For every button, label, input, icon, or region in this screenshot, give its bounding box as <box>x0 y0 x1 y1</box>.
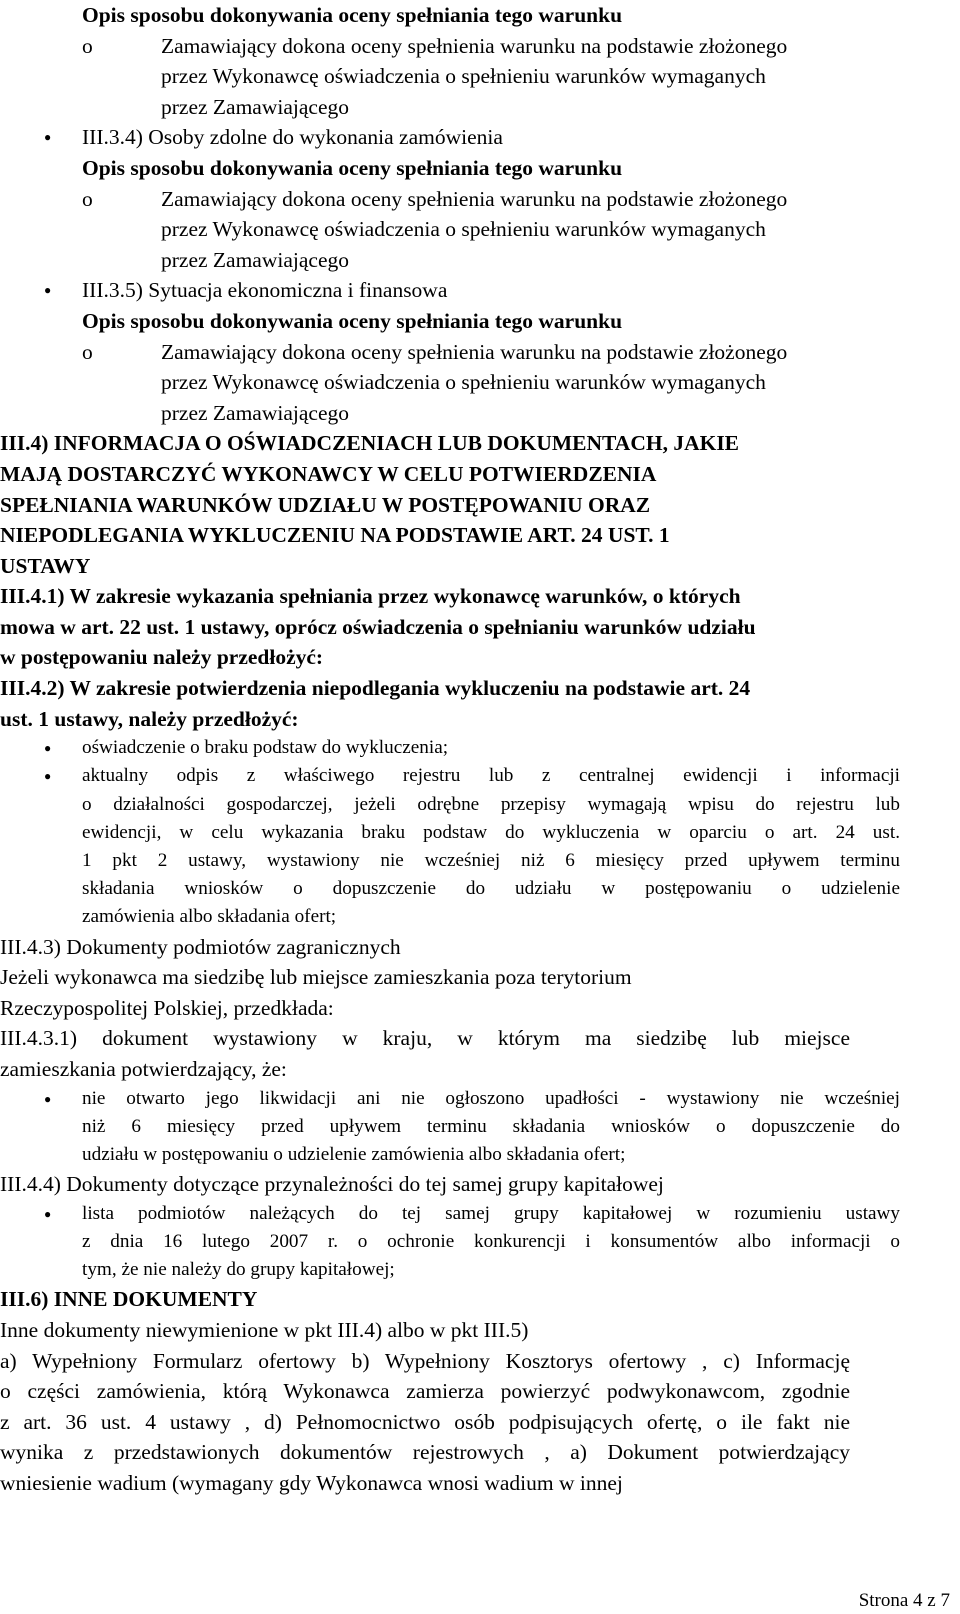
s41-line: III.4.1) W zakresie wykazania spełniania przez wykonawcę warunków, o których <box>0 584 741 609</box>
block-b-item-line: przez Wykonawcę oświadczenia o spełnieniu warunków wymaganych <box>161 217 766 242</box>
block-c-heading: Opis sposobu dokonywania oceny spełniania tego warunku <box>82 308 623 333</box>
bullet-icon: ● <box>44 769 52 784</box>
section-6 <box>0 1284 950 1498</box>
s42-item-line: zamówienia albo składania ofert; <box>82 906 337 928</box>
section-6-title: III.6) INNE DOKUMENTY <box>0 1287 258 1312</box>
s44-item-line: tym, że nie należy do grupy kapitałowej; <box>82 1259 395 1281</box>
s431-item-line: niż 6 miesięcy przed upływem terminu składania wniosków o dopuszczenie do <box>82 1115 900 1137</box>
section-6-intro: Inne dokumenty niewymienione w pkt III.4) albo w pkt III.5) <box>0 1318 529 1343</box>
s42-item-line: ● oświadczenie o braku podstaw do wykluczenia; <box>82 734 950 762</box>
s42-line: III.4.2) W zakresie potwierdzenia niepodlegania wykluczeniu na podstawie art. 24 <box>0 676 751 701</box>
block-a-item-line: przez Zamawiającego <box>161 94 349 119</box>
block-c-item-line: o Zamawiający dokona oceny spełnienia warunku na podstawie złożonego <box>82 337 950 368</box>
s42-item-line: składania wniosków o dopuszczenie do udziału w postępowaniu o udzielenie <box>82 878 900 900</box>
s43 <box>0 932 950 1085</box>
section-6-body-line: z art. 36 ust. 4 ustawy , d) Pełnomocnictwo osób podpisujących ofertę, o ile fakt nie <box>0 1409 850 1434</box>
section-6-body-line: a) Wypełniony Formularz ofertowy b) Wypełniony Kosztorys ofertowy , c) Informację <box>0 1348 850 1373</box>
s42-list <box>44 734 950 931</box>
section-4-title-line: SPEŁNIANIA WARUNKÓW UDZIAŁU W POSTĘPOWANIU ORAZ <box>0 492 651 517</box>
s43-title: III.4.3) Dokumenty podmiotów zagranicznych <box>0 934 401 959</box>
block-a-heading: Opis sposobu dokonywania oceny spełniania tego warunku <box>82 3 623 27</box>
s43-text-line: Jeżeli wykonawca ma siedzibę lub miejsce zamieszkania poza terytorium <box>0 965 632 990</box>
circle-bullet-icon: o <box>82 339 93 364</box>
s431-list <box>44 1085 950 1170</box>
section-4-title-line: USTAWY <box>0 553 91 578</box>
s44-item-line: ● lista podmiotów należących do tej samej grupy kapitałowej w rozumieniu ustawy <box>82 1200 900 1228</box>
s431-item-line: udziału w postępowaniu o udzielenie zamówienia albo składania ofert; <box>82 1144 626 1166</box>
block-b-title: ● III.3.4) Osoby zdolne do wykonania zamówienia <box>82 122 950 153</box>
block-b-item-line: o Zamawiający dokona oceny spełnienia warunku na podstawie złożonego <box>82 184 950 215</box>
block-a-item-line: o Zamawiający dokona oceny spełnienia warunku na podstawie złożonego <box>82 31 950 62</box>
s43-text-line: Rzeczypospolitej Polskiej, przedkłada: <box>0 995 334 1020</box>
circle-bullet-icon: o <box>82 33 93 58</box>
section-4 <box>0 428 950 734</box>
s44-list <box>44 1200 950 1285</box>
s431-item-line: ● nie otwarto jego likwidacji ani nie ogłoszono upadłości - wystawiony nie wcześniej <box>82 1085 900 1113</box>
block-c-title: ● III.3.5) Sytuacja ekonomiczna i finansowa <box>82 275 950 306</box>
section-4-title-line: MAJĄ DOSTARCZYĆ WYKONAWCY W CELU POTWIERDZENIA <box>0 461 657 486</box>
s431-line: III.4.3.1) dokument wystawiony w kraju, w którym ma siedzibę lub miejsce <box>0 1026 850 1051</box>
block-c-item-line: przez Wykonawcę oświadczenia o spełnieniu warunków wymaganych <box>161 370 766 395</box>
s42-item-line: ewidencji, w celu wykazania braku podstaw do wykluczenia w oparciu o art. 24 ust. <box>82 821 900 843</box>
bullet-icon: ● <box>44 130 52 145</box>
s44 <box>0 1169 950 1200</box>
s42-item-line: ● aktualny odpis z właściwego rejestru lub z centralnej ewidencji i informacji <box>82 762 900 790</box>
section-6-body-line: wynika z przedstawionych dokumentów rejestrowych , a) Dokument potwierdzający <box>0 1440 850 1465</box>
bullet-icon: ● <box>44 283 52 298</box>
block-b-item-line: przez Zamawiającego <box>161 247 349 272</box>
block-b-heading: Opis sposobu dokonywania oceny spełniania tego warunku <box>82 155 623 180</box>
section-4-title-line: NIEPODLEGANIA WYKLUCZENIU NA PODSTAWIE ART. 24 UST. 1 <box>0 523 670 548</box>
circle-bullet-icon: o <box>82 186 93 211</box>
page-number: Strona 4 z 7 <box>858 1590 950 1611</box>
s44-item-line: z dnia 16 lutego 2007 r. o ochronie konkurencji i konsumentów albo informacji o <box>82 1231 900 1253</box>
section-4-title-line: III.4) INFORMACJA O OŚWIADCZENIACH LUB DOKUMENTACH, JAKIE <box>0 431 740 456</box>
block-a-item-line: przez Wykonawcę oświadczenia o spełnieniu warunków wymaganych <box>161 64 766 89</box>
bullet-icon: ● <box>44 1091 52 1106</box>
section-6-body-line: wniesienie wadium (wymagany gdy Wykonawca wnosi wadium w innej <box>0 1471 623 1496</box>
s42-line: ust. 1 ustawy, należy przedłożyć: <box>0 706 299 731</box>
s41-line: mowa w art. 22 ust. 1 ustawy, oprócz oświadczenia o spełnianiu warunków udziału <box>0 614 756 639</box>
s42-item-line: 1 pkt 2 ustawy, wystawiony nie wcześniej niż 6 miesięcy przed upływem terminu <box>82 850 900 872</box>
section-6-body-line: o części zamówienia, którą Wykonawca zamierza powierzyć podwykonawcom, zgodnie <box>0 1379 850 1404</box>
bullet-icon: ● <box>44 741 52 756</box>
s41-line: w postępowaniu należy przedłożyć: <box>0 645 324 670</box>
s42-item-line: o działalności gospodarczej, jeżeli odrębne przepisy wymagają wpisu do rejestru lub <box>82 793 900 815</box>
bullet-icon: ● <box>44 1206 52 1221</box>
s431-line: zamieszkania potwierdzający, że: <box>0 1057 287 1082</box>
block-c-item-line: przez Zamawiającego <box>161 400 349 425</box>
s44-title: III.4.4) Dokumenty dotyczące przynależności do tej samej grupy kapitałowej <box>0 1172 664 1197</box>
